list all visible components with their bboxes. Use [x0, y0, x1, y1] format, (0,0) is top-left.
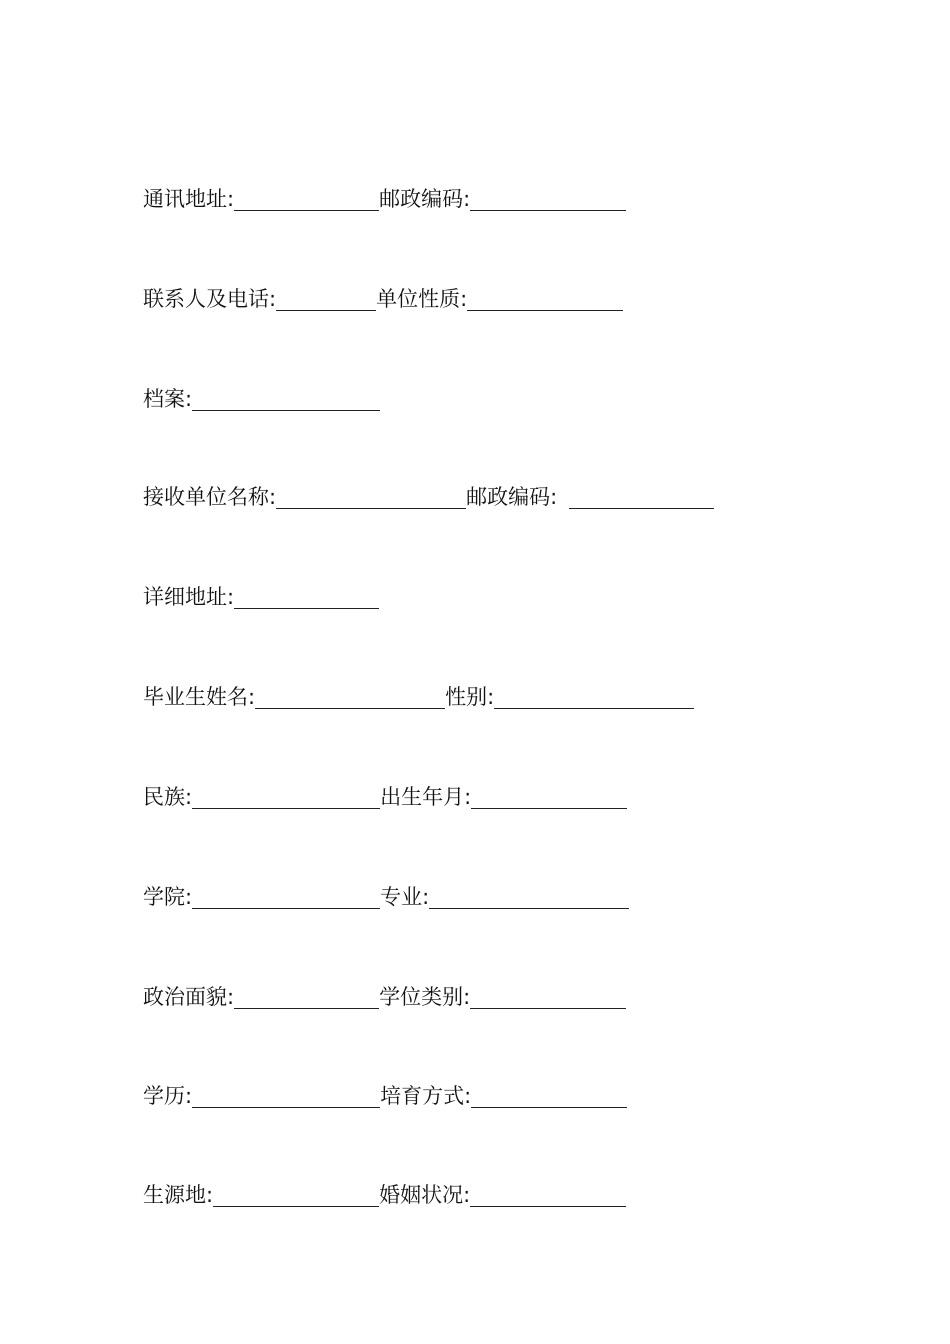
- field-label-mailing-address: 通讯地址:: [143, 187, 235, 211]
- form-row-archive: [143, 382, 380, 412]
- field-blank-gender[interactable]: [494, 688, 694, 709]
- form-row-origin: [143, 1178, 626, 1208]
- field-label-archive: 档案:: [143, 387, 193, 411]
- field-label-training-mode: 培育方式:: [380, 1084, 472, 1108]
- field-blank-postal-code[interactable]: [470, 190, 626, 211]
- field-label-education: 学历:: [143, 1084, 193, 1108]
- field-blank-college[interactable]: [192, 888, 380, 909]
- field-label-contact-phone: 联系人及电话:: [143, 287, 277, 311]
- field-blank-political-status[interactable]: [234, 988, 379, 1009]
- field-blank-unit-nature[interactable]: [467, 290, 623, 311]
- field-blank-marital-status[interactable]: [470, 1186, 626, 1207]
- field-blank-graduate-name[interactable]: [255, 688, 445, 709]
- field-label-postal-code: 邮政编码:: [379, 187, 471, 211]
- form-row-contact: [143, 282, 623, 312]
- field-blank-education[interactable]: [192, 1087, 380, 1108]
- field-blank-mailing-address[interactable]: [234, 190, 379, 211]
- form-row-college: [143, 880, 629, 910]
- field-blank-contact-phone[interactable]: [276, 290, 376, 311]
- field-blank-detailed-address[interactable]: [234, 588, 379, 609]
- field-blank-training-mode[interactable]: [471, 1087, 627, 1108]
- field-label-graduate-name: 毕业生姓名:: [143, 685, 256, 709]
- field-label-receiving-postal-code: 邮政编码:: [466, 485, 558, 509]
- field-label-college: 学院:: [143, 885, 193, 909]
- field-label-birth-date: 出生年月:: [380, 785, 472, 809]
- field-blank-place-of-origin[interactable]: [213, 1186, 379, 1207]
- field-blank-degree-type[interactable]: [470, 988, 626, 1009]
- field-label-degree-type: 学位类别:: [379, 985, 471, 1009]
- field-label-detailed-address: 详细地址:: [143, 585, 235, 609]
- field-label-marital-status: 婚姻状况:: [379, 1183, 471, 1207]
- field-blank-archive[interactable]: [192, 390, 380, 411]
- form-row-political: [143, 980, 626, 1010]
- field-label-ethnicity: 民族:: [143, 785, 193, 809]
- form-row-receiving-unit: [143, 480, 714, 510]
- field-blank-receiving-postal-code[interactable]: [569, 488, 714, 509]
- field-blank-birth-date[interactable]: [471, 788, 627, 809]
- field-label-place-of-origin: 生源地:: [143, 1183, 214, 1207]
- field-blank-major[interactable]: [429, 888, 629, 909]
- form-row-detailed-address: [143, 580, 379, 610]
- field-blank-ethnicity[interactable]: [192, 788, 380, 809]
- field-label-unit-nature: 单位性质:: [376, 287, 468, 311]
- form-row-mailing-address: [143, 182, 626, 212]
- field-label-gender: 性别:: [445, 685, 495, 709]
- field-label-major: 专业:: [380, 885, 430, 909]
- field-label-political-status: 政治面貌:: [143, 985, 235, 1009]
- field-blank-receiving-unit-name[interactable]: [276, 488, 466, 509]
- form-row-graduate: [143, 680, 694, 710]
- form-row-education: [143, 1079, 627, 1109]
- form-row-ethnicity: [143, 780, 627, 810]
- field-label-receiving-unit-name: 接收单位名称:: [143, 485, 277, 509]
